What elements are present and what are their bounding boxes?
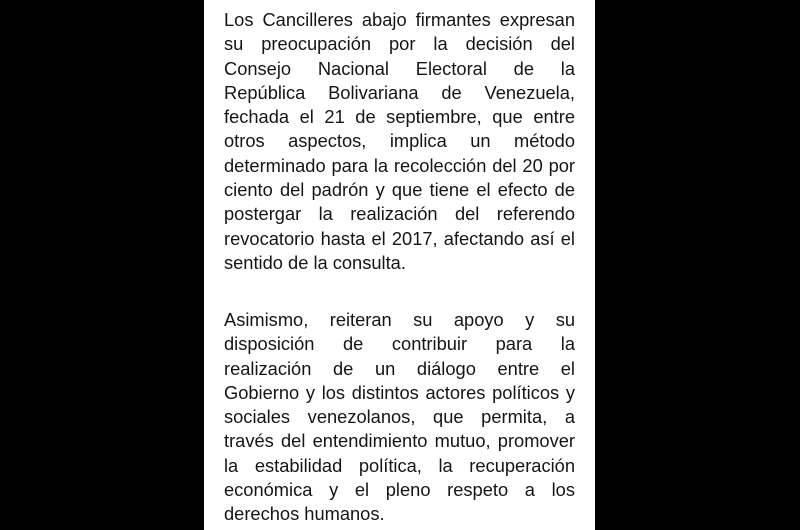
text-line: República Bolivariana de Venezuela,	[224, 81, 575, 103]
text-line: sentido de la consulta.	[224, 251, 406, 273]
text-line: Gobierno y los distintos actores políticos y	[224, 381, 575, 403]
text-line: disposición de contribuir para la	[224, 333, 575, 355]
text-line: derechos humanos.	[224, 503, 385, 525]
statement-paragraph-2	[224, 308, 575, 527]
text-line: postergar la realización del referendo	[224, 203, 575, 225]
text-line: determinado para la recolección del 20 por	[224, 154, 575, 176]
text-line: Consejo Nacional Electoral de la	[224, 57, 575, 79]
statement-paragraph-1	[224, 8, 575, 275]
text-line: otros aspectos, implica un método	[224, 130, 575, 152]
text-line: realización de un diálogo entre el	[224, 357, 575, 379]
text-line: ciento del padrón y que tiene el efecto de	[224, 179, 575, 201]
text-line: la estabilidad política, la recuperación	[224, 454, 575, 476]
text-line: Los Cancilleres abajo firmantes expresan	[224, 9, 575, 30]
text-line: Asimismo, reiteran su apoyo y su	[224, 309, 575, 330]
document-page	[204, 0, 595, 530]
text-line: fechada el 21 de septiembre, que entre	[224, 106, 575, 128]
text-line: sociales venezolanos, que permita, a	[224, 406, 575, 428]
text-line: revocatorio hasta el 2017, afectando así el	[224, 227, 575, 249]
text-line: través del entendimiento mutuo, promover	[224, 430, 575, 452]
text-line: su preocupación por la decisión del	[224, 33, 575, 55]
text-line: económica y el pleno respeto a los	[224, 479, 575, 501]
